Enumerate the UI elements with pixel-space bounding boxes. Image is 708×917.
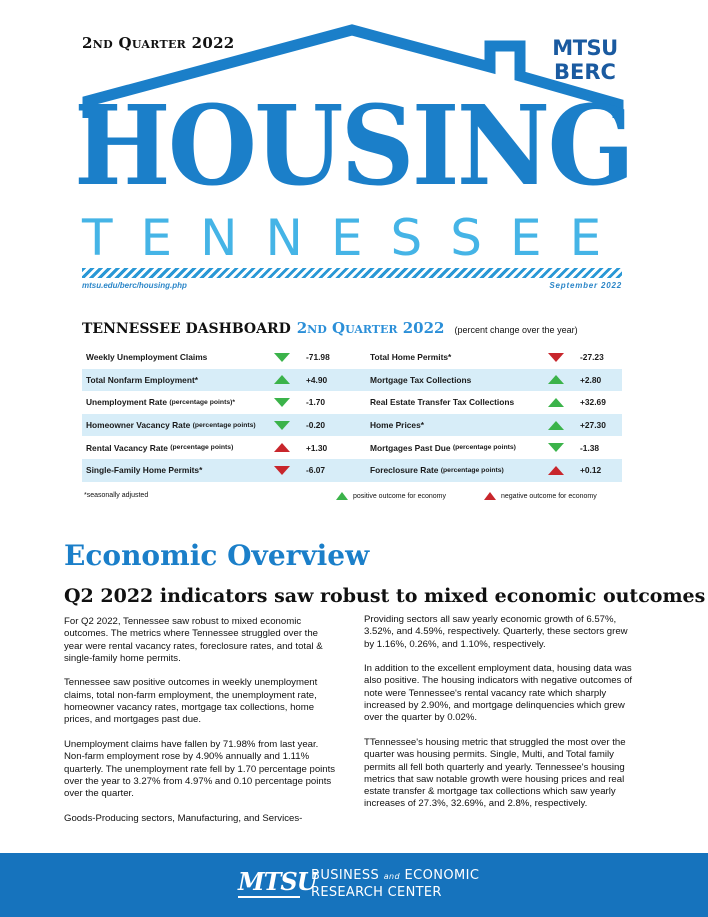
indicator-name: Single-Family Home Permits* bbox=[86, 465, 203, 476]
article-paragraph: In addition to the excellent employment data, housing data was also positive. The housing indicators with negative outcomes of note were Tennessee's rental vacancy rate which sharply increased by 2.90%, and mortgage delinquencies which grew over the quarter by 0.02%. bbox=[364, 663, 633, 724]
footer-banner bbox=[0, 853, 708, 917]
indicator-value: -0.20 bbox=[306, 420, 326, 431]
indicator-value: -6.07 bbox=[306, 465, 326, 476]
indicator-arrow-cell bbox=[266, 369, 298, 392]
indicator-arrow-cell bbox=[266, 391, 298, 414]
indicator-arrow-cell bbox=[536, 414, 576, 437]
footnote: *seasonally adjusted bbox=[84, 492, 149, 499]
indicator-value: -71.98 bbox=[306, 352, 330, 363]
triangle-down-icon bbox=[548, 353, 564, 362]
indicator-name: Mortgage Tax Collections bbox=[370, 374, 472, 385]
indicator-value: -1.38 bbox=[580, 442, 600, 453]
indicator-arrow-cell bbox=[536, 369, 576, 392]
indicator-arrow-cell bbox=[266, 414, 298, 437]
indicator-arrow-cell bbox=[536, 391, 576, 414]
article-paragraph: Providing sectors all saw yearly economic growth of 6.57%, 3.52%, and 4.59%, respectively. Quarterly, these sectors grew by 1.16%, 0.26%, and 1.10%, respectively. bbox=[364, 614, 628, 650]
triangle-up-icon bbox=[548, 466, 564, 475]
indicator-name: Total Home Permits* bbox=[370, 352, 452, 363]
indicator-label bbox=[370, 459, 536, 482]
dashboard-title-text: TENNESSEE DASHBOARD bbox=[82, 321, 291, 337]
article-paragraph: TTennessee's housing metric that struggled the most over the quarter was housing permits. Single, Multi, and Total family permits all fell both quarterly and yearly. Tennessee's housing metrics that saw notable growth were housing prices and real estate transfer & mortgage tax collections which saw yearly increases of 27.3%, 32.69%, and 2.8%, respectively. bbox=[364, 736, 626, 810]
footer-research-center: RESEARCH CENTER bbox=[311, 885, 442, 900]
logo-line-mtsu: MTSU bbox=[552, 36, 618, 60]
dashboard-row bbox=[82, 369, 622, 392]
publication-date: September 2022 bbox=[549, 281, 622, 290]
indicator-label bbox=[82, 414, 266, 437]
economic-overview-subheading: Q2 2022 indicators saw robust to mixed economic outcomes bbox=[64, 585, 706, 607]
indicator-arrow-cell bbox=[536, 459, 576, 482]
striped-divider bbox=[82, 268, 622, 278]
quarter-label: 2nd Quarter 2022 bbox=[82, 34, 235, 52]
dashboard-table bbox=[82, 346, 622, 482]
triangle-up-icon bbox=[274, 375, 290, 384]
triangle-up-icon bbox=[548, 375, 564, 384]
indicator-label bbox=[82, 391, 266, 414]
dashboard-legend bbox=[336, 492, 597, 500]
triangle-up-icon bbox=[548, 421, 564, 430]
article-paragraph: For Q2 2022, Tennessee saw robust to mixed economic outcomes. The metrics where Tennessee struggled over the year were rental vacancy rates, foreclosure rates, and total & single-family home permits. bbox=[64, 616, 323, 664]
indicator-name: Total Nonfarm Employment* bbox=[86, 374, 198, 385]
indicator-qualifier: (percentage points) bbox=[440, 466, 504, 474]
logo-line-berc: BERC bbox=[554, 60, 616, 84]
dashboard-row bbox=[82, 391, 622, 414]
indicator-value: +27.30 bbox=[580, 420, 606, 431]
indicator-qualifier: (percentage points)* bbox=[169, 398, 236, 406]
legend-negative-label: negative outcome for economy bbox=[501, 492, 597, 500]
economic-overview-heading: Economic Overview bbox=[64, 539, 370, 572]
indicator-arrow-cell bbox=[266, 459, 298, 482]
indicator-value: +0.12 bbox=[580, 465, 602, 476]
indicator-name: Mortgages Past Due bbox=[370, 442, 451, 453]
triangle-down-icon bbox=[548, 443, 564, 452]
indicator-label bbox=[82, 346, 266, 369]
negative-triangle-icon bbox=[484, 492, 496, 500]
article-paragraph: Goods-Producing sectors, Manufacturing, and Services- bbox=[64, 812, 303, 824]
indicator-name: Homeowner Vacancy Rate bbox=[86, 420, 191, 431]
dashboard-row bbox=[82, 459, 622, 482]
indicator-label bbox=[82, 436, 266, 459]
triangle-down-icon bbox=[274, 421, 290, 430]
dashboard-title bbox=[82, 319, 578, 337]
indicator-name: Rental Vacancy Rate bbox=[86, 442, 168, 453]
indicator-label bbox=[370, 369, 536, 392]
indicator-label bbox=[370, 346, 536, 369]
indicator-arrow-cell bbox=[266, 436, 298, 459]
triangle-down-icon bbox=[274, 398, 290, 407]
dashboard-row bbox=[82, 436, 622, 459]
indicator-value: +32.69 bbox=[580, 397, 606, 408]
triangle-down-icon bbox=[274, 353, 290, 362]
tennessee-subtitle: TENNESSEE bbox=[82, 209, 630, 267]
indicator-name: Unemployment Rate bbox=[86, 397, 167, 408]
housing-title: HOUSING bbox=[74, 81, 633, 210]
indicator-arrow-cell bbox=[266, 346, 298, 369]
indicator-label bbox=[82, 369, 266, 392]
indicator-qualifier: (percentage points) bbox=[452, 444, 516, 452]
article-column-left bbox=[64, 616, 338, 837]
indicator-label bbox=[370, 414, 536, 437]
footer-mtsu-logo: MTSU bbox=[238, 867, 317, 896]
dashboard-quarter: 2nd Quarter 2022 bbox=[296, 319, 445, 337]
indicator-qualifier: (percentage points) bbox=[192, 421, 256, 429]
dashboard-note: (percent change over the year) bbox=[454, 325, 578, 335]
housing-url-link[interactable]: mtsu.edu/berc/housing.php bbox=[82, 281, 187, 290]
footer-economic: ECONOMIC bbox=[404, 868, 480, 883]
indicator-name: Real Estate Transfer Tax Collections bbox=[370, 397, 515, 408]
footer-business: BUSINESS bbox=[311, 868, 380, 883]
article-paragraph: Tennessee saw positive outcomes in weekly unemployment claims, total non-farm employment, the unemployment rate, homeowner vacancy rates, mortgage tax collections, home prices, and mortgages past due. bbox=[64, 677, 318, 726]
legend-positive-label: positive outcome for economy bbox=[353, 492, 446, 500]
indicator-value: +2.80 bbox=[580, 374, 602, 385]
indicator-value: -27.23 bbox=[580, 352, 604, 363]
indicator-name: Weekly Unemployment Claims bbox=[86, 352, 208, 363]
indicator-name: Foreclosure Rate bbox=[370, 465, 439, 476]
article-column-right bbox=[364, 614, 640, 823]
indicator-arrow-cell bbox=[536, 436, 576, 459]
positive-triangle-icon bbox=[336, 492, 348, 500]
indicator-qualifier: (percentage points) bbox=[170, 444, 234, 452]
mtsu-berc-logo bbox=[552, 36, 618, 84]
triangle-down-icon bbox=[274, 466, 290, 475]
indicator-label bbox=[370, 391, 536, 414]
indicator-value: +4.90 bbox=[306, 374, 328, 385]
indicator-value: -1.70 bbox=[306, 397, 326, 408]
footer-center-name bbox=[311, 868, 479, 901]
footer-and: and bbox=[383, 872, 400, 881]
indicator-arrow-cell bbox=[536, 346, 576, 369]
indicator-label bbox=[370, 436, 536, 459]
article-paragraph: Unemployment claims have fallen by 71.98% from last year. Non-farm employment rose by 4.90% annually and 1.11% quarterly. The unemployment rate fell by 1.70 percentage points over the year to 3.27% from 4.97% and 0.10 percentage points over the quarter. bbox=[64, 738, 336, 800]
indicator-name: Home Prices* bbox=[370, 420, 424, 431]
dashboard-row bbox=[82, 414, 622, 437]
indicator-label bbox=[82, 459, 266, 482]
triangle-up-icon bbox=[548, 398, 564, 407]
triangle-up-icon bbox=[274, 443, 290, 452]
indicator-value: +1.30 bbox=[306, 442, 328, 453]
footer-logo-underline bbox=[238, 896, 300, 898]
dashboard-row bbox=[82, 346, 622, 369]
